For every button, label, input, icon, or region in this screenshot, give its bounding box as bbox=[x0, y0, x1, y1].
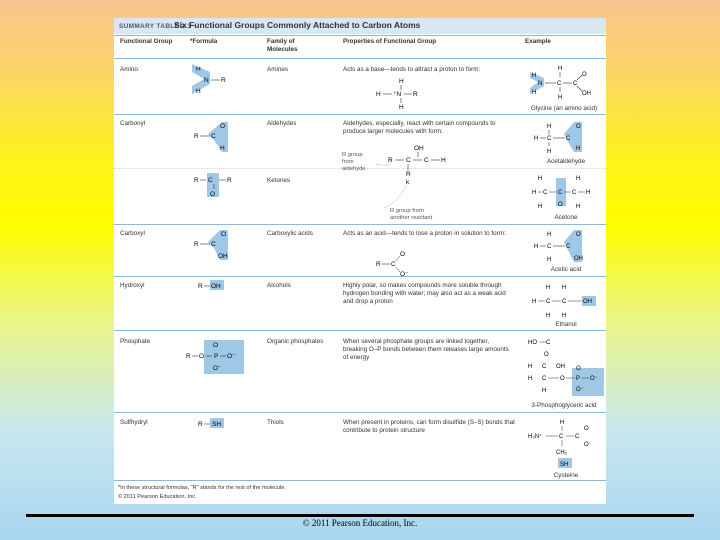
cysteine-diagram bbox=[528, 416, 602, 474]
svg-text:H: H bbox=[532, 190, 537, 196]
svg-text:C: C bbox=[424, 157, 429, 164]
svg-text:O: O bbox=[584, 426, 589, 432]
svg-text:H: H bbox=[546, 313, 551, 319]
row-hydroxyl-group: Hydroxyl bbox=[120, 282, 145, 289]
svg-text:O⁻: O⁻ bbox=[584, 442, 592, 448]
svg-text:H₃N⁺: H₃N⁺ bbox=[528, 434, 543, 440]
row-divider bbox=[114, 224, 606, 225]
svg-text:H: H bbox=[220, 145, 225, 152]
row-amino-properties: Acts as a base—tends to attract a proton to form: bbox=[343, 66, 481, 73]
svg-text:C: C bbox=[575, 434, 580, 440]
row-carbonyl-family: Aldehydes bbox=[267, 120, 297, 127]
svg-text:N: N bbox=[538, 81, 543, 87]
svg-text:C: C bbox=[559, 434, 564, 440]
svg-text:O: O bbox=[560, 376, 565, 382]
svg-text:O: O bbox=[220, 123, 226, 130]
svg-text:C: C bbox=[211, 241, 216, 248]
svg-text:H: H bbox=[547, 124, 552, 130]
phosphate-formula-diagram bbox=[186, 338, 244, 376]
svg-text:R: R bbox=[221, 77, 226, 84]
svg-text:H: H bbox=[534, 136, 539, 142]
phosphoglyceric-acid-diagram bbox=[524, 334, 604, 404]
row-divider bbox=[114, 276, 606, 277]
svg-text:H: H bbox=[576, 146, 581, 152]
svg-text:R: R bbox=[194, 133, 199, 140]
table-credit: © 2011 Pearson Education, Inc. bbox=[118, 494, 197, 500]
table-label: SUMMARY TABLE 2.3 bbox=[119, 23, 192, 30]
svg-text:H: H bbox=[196, 66, 201, 73]
row-hydroxyl-properties: Highly polar, so makes compounds more soluble through hydrogen bonding with water; may also act as a weak acid and drop a proton bbox=[343, 282, 506, 305]
header-top-rule bbox=[114, 35, 606, 36]
svg-text:H: H bbox=[547, 257, 552, 263]
row-hydroxyl-family: Alcohols bbox=[267, 282, 291, 289]
svg-text:C: C bbox=[542, 376, 547, 382]
svg-text:R: R bbox=[227, 177, 232, 184]
svg-text:H: H bbox=[562, 313, 567, 319]
svg-text:R: R bbox=[388, 157, 393, 164]
svg-text:C: C bbox=[391, 261, 396, 268]
svg-text:CH₂: CH₂ bbox=[556, 450, 567, 456]
svg-text:H: H bbox=[558, 95, 563, 101]
svg-text:O: O bbox=[213, 342, 219, 349]
amino-protonated-diagram bbox=[376, 76, 436, 112]
ketone-formula-diagram bbox=[194, 172, 244, 200]
svg-text:C: C bbox=[566, 136, 571, 142]
svg-text:H: H bbox=[538, 176, 543, 182]
acetone-diagram bbox=[532, 172, 600, 218]
svg-text:SH: SH bbox=[560, 462, 569, 468]
amino-formula-diagram bbox=[190, 62, 240, 96]
header-example: Example bbox=[525, 38, 551, 45]
svg-text:H: H bbox=[586, 190, 591, 196]
svg-text:O: O bbox=[199, 353, 205, 360]
row-amino-group: Amino bbox=[120, 66, 138, 73]
svg-text:k: k bbox=[406, 179, 410, 186]
svg-text:H: H bbox=[562, 285, 567, 291]
svg-text:R: R bbox=[186, 353, 191, 360]
svg-text:C: C bbox=[543, 190, 548, 196]
svg-text:R: R bbox=[198, 421, 203, 428]
svg-text:OH: OH bbox=[583, 299, 592, 305]
header-family: Family of Molecules bbox=[267, 38, 298, 53]
summary-table bbox=[114, 18, 606, 504]
svg-text:C: C bbox=[547, 244, 552, 250]
row-amino-family: Amines bbox=[267, 66, 288, 73]
svg-text:OH: OH bbox=[556, 364, 565, 370]
svg-text:H: H bbox=[532, 90, 537, 96]
row-phosphate-properties: When several phosphate groups are linked together, breaking O–P bonds between them releases large amounts of energy bbox=[343, 338, 509, 361]
svg-text:H: H bbox=[528, 376, 533, 382]
svg-text:H: H bbox=[534, 244, 539, 250]
carboxyl-formula-diagram bbox=[194, 228, 244, 262]
row-phosphate-group: Phosphate bbox=[120, 338, 151, 345]
acetaldehyde-diagram bbox=[534, 120, 598, 158]
svg-text:C: C bbox=[572, 190, 577, 196]
svg-text:O: O bbox=[582, 72, 587, 78]
svg-text:R: R bbox=[406, 171, 411, 178]
row-ketone-example: Acetone bbox=[554, 214, 578, 221]
svg-text:H: H bbox=[376, 91, 381, 98]
row-carboxyl-family: Carboxylic acids bbox=[267, 230, 313, 237]
carboxylate-diagram bbox=[376, 248, 426, 276]
table-title: Six Functional Groups Commonly Attached to Carbon Atoms bbox=[174, 20, 421, 30]
svg-text:H: H bbox=[546, 285, 551, 291]
svg-text:O: O bbox=[576, 232, 581, 238]
svg-text:OH: OH bbox=[211, 283, 221, 290]
svg-text:H: H bbox=[532, 73, 537, 79]
glycine-diagram bbox=[528, 62, 598, 104]
svg-text:C: C bbox=[557, 81, 562, 87]
row-carbonyl-group: Carbonyl bbox=[120, 120, 146, 127]
svg-text:OH: OH bbox=[218, 253, 228, 260]
svg-text:C: C bbox=[406, 157, 411, 164]
header-formula: *Formula bbox=[190, 38, 218, 45]
row-divider bbox=[114, 412, 606, 413]
svg-text:R: R bbox=[194, 241, 199, 248]
row-amino-example: Glycine (an amino acid) bbox=[530, 105, 598, 112]
svg-text:H: H bbox=[547, 149, 552, 155]
svg-text:P: P bbox=[576, 376, 581, 382]
row-sulfhydryl-family: Thiols bbox=[267, 419, 284, 426]
svg-text:H: H bbox=[399, 104, 404, 111]
row-ketone-family: Ketones bbox=[267, 177, 291, 184]
svg-text:C: C bbox=[562, 299, 567, 305]
svg-text:O: O bbox=[221, 231, 227, 238]
svg-text:OH: OH bbox=[574, 256, 583, 262]
svg-text:C: C bbox=[546, 340, 551, 346]
svg-text:H: H bbox=[196, 88, 201, 95]
row-sulfhydryl-example: Cysteine bbox=[553, 472, 579, 479]
row-divider bbox=[114, 330, 606, 331]
hydroxyl-formula-diagram bbox=[198, 278, 238, 292]
svg-text:C: C bbox=[542, 364, 547, 370]
svg-text:HO: HO bbox=[528, 340, 537, 346]
svg-text:C: C bbox=[208, 177, 213, 184]
row-hydroxyl-example: Ethanol bbox=[555, 321, 577, 328]
sulfhydryl-formula-diagram bbox=[198, 416, 238, 430]
svg-text:O⁻: O⁻ bbox=[576, 387, 584, 393]
svg-text:C: C bbox=[547, 136, 552, 142]
svg-text:H: H bbox=[547, 232, 552, 238]
svg-text:H: H bbox=[576, 176, 581, 182]
svg-text:O⁻: O⁻ bbox=[400, 271, 409, 276]
header-bottom-rule bbox=[114, 58, 606, 59]
svg-text:H: H bbox=[560, 420, 565, 426]
svg-text:O: O bbox=[210, 191, 216, 198]
svg-text:O: O bbox=[544, 352, 549, 358]
svg-text:OH: OH bbox=[582, 91, 591, 97]
slide-bottom-rule bbox=[26, 514, 694, 517]
aldehyde-formula-diagram bbox=[194, 120, 242, 154]
row-phosphate-family: Organic phosphates bbox=[267, 338, 324, 345]
row-carbonyl-example: Acetaldehyde bbox=[546, 158, 586, 165]
svg-text:R: R bbox=[413, 91, 418, 98]
svg-text:C: C bbox=[558, 190, 563, 196]
svg-text:P: P bbox=[214, 353, 219, 360]
annotation-reactant: R group from another reactant bbox=[390, 208, 433, 221]
row-carbonyl-properties: Aldehydes, especially, react with certain compounds to produce larger molecules with form: bbox=[343, 120, 496, 135]
header-group: Functional Group bbox=[120, 38, 173, 45]
row-carboxyl-example: Acetic acid bbox=[550, 266, 582, 273]
footer-rule bbox=[114, 480, 606, 481]
ethanol-diagram bbox=[532, 282, 602, 324]
annotation-r-group: R group from aldehyde bbox=[342, 152, 366, 172]
slide-copyright: © 2011 Pearson Education, Inc. bbox=[302, 518, 418, 528]
svg-text:H: H bbox=[558, 66, 563, 72]
svg-text:H: H bbox=[399, 78, 404, 85]
svg-text:O: O bbox=[400, 251, 406, 258]
svg-text:O: O bbox=[576, 366, 581, 372]
svg-text:C: C bbox=[573, 81, 578, 87]
svg-text:O⁻: O⁻ bbox=[227, 353, 236, 360]
svg-text:⁺N: ⁺N bbox=[393, 91, 402, 98]
row-divider bbox=[114, 114, 606, 115]
svg-text:O: O bbox=[558, 202, 563, 208]
row-sulfhydryl-group: Sulfhydryl bbox=[120, 419, 148, 426]
svg-text:R: R bbox=[376, 261, 381, 268]
svg-text:O: O bbox=[576, 124, 581, 130]
acetic-acid-diagram bbox=[534, 228, 600, 268]
svg-text:OH: OH bbox=[414, 145, 424, 152]
svg-text:H: H bbox=[576, 204, 581, 210]
svg-text:H: H bbox=[528, 364, 533, 370]
svg-text:R: R bbox=[198, 283, 203, 290]
svg-text:H: H bbox=[542, 388, 547, 394]
svg-text:R: R bbox=[194, 177, 199, 184]
table-title-bar bbox=[114, 18, 606, 34]
svg-text:C: C bbox=[546, 299, 551, 305]
row-carboxyl-properties: Acts as an acid—tends to lose a proton in solution to form: bbox=[343, 230, 506, 237]
row-phosphate-example: 3-Phosphoglyceric acid bbox=[531, 402, 597, 409]
svg-text:C: C bbox=[211, 133, 216, 140]
header-properties: Properties of Functional Group bbox=[343, 38, 437, 45]
svg-text:SH: SH bbox=[212, 421, 222, 428]
svg-text:N: N bbox=[204, 77, 209, 84]
svg-text:C: C bbox=[566, 244, 571, 250]
row-carboxyl-group: Carboxyl bbox=[120, 230, 145, 237]
row-sulfhydryl-properties: When present in proteins, can form disulfide (S–S) bonds that contribute to protein structure bbox=[343, 419, 515, 434]
svg-text:O⁻: O⁻ bbox=[590, 376, 598, 382]
svg-text:O⁻: O⁻ bbox=[213, 365, 222, 372]
svg-text:H: H bbox=[538, 204, 543, 210]
svg-text:H: H bbox=[441, 157, 446, 164]
table-footnote: *In these structural formulas, “R” stands for the rest of the molecule. bbox=[118, 485, 286, 491]
svg-text:H: H bbox=[532, 299, 537, 305]
